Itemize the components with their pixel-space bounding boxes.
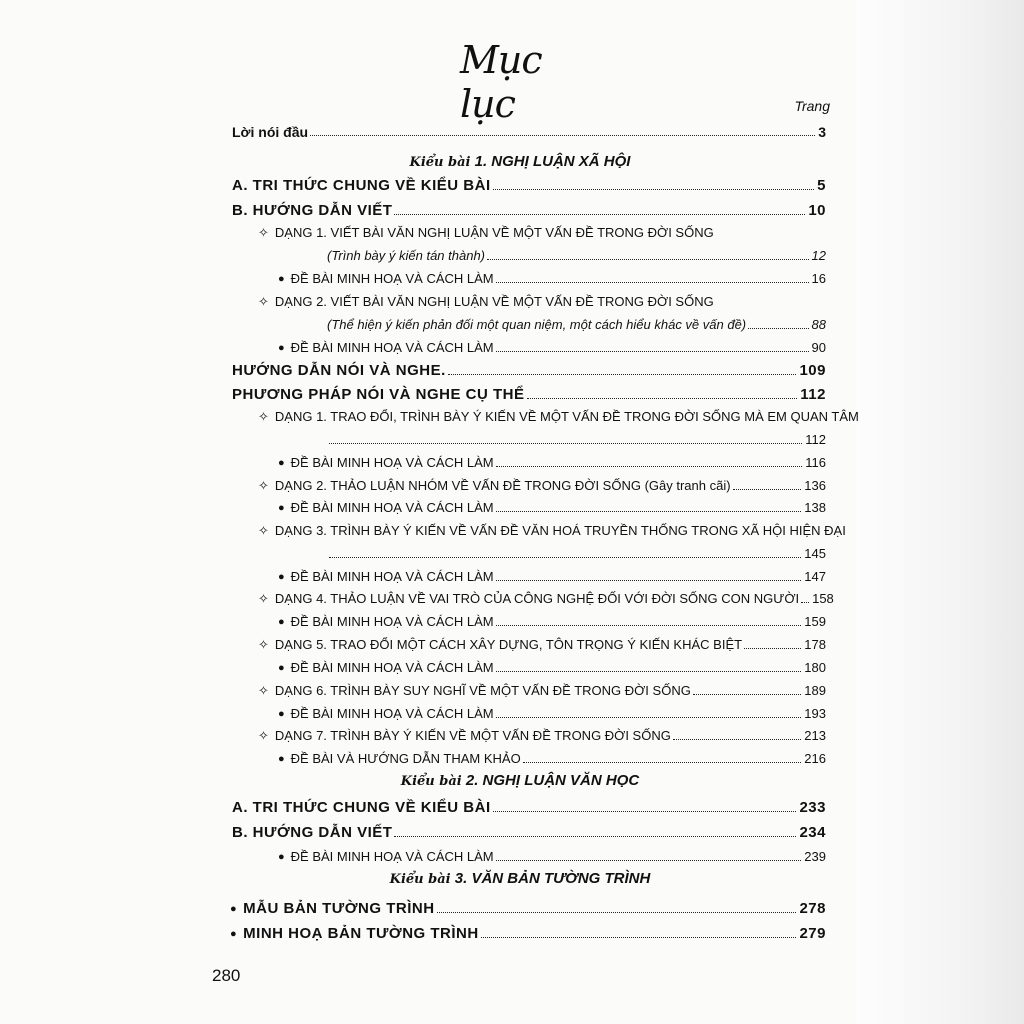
page-edge-shadow: [856, 0, 1024, 1024]
toc-entry: 112: [327, 428, 826, 448]
bullet-icon: ●: [278, 851, 285, 863]
bullet-icon: ●: [278, 342, 285, 354]
toc-entry: ✧ DẠNG 1. TRAO ĐỔI, TRÌNH BÀY Ý KIẾN VỀ MỘT VẤN ĐỀ TRONG ĐỜI SỐNG MÀ EM QUAN TÂM: [258, 409, 859, 424]
diamond-icon: ✧: [258, 523, 269, 538]
toc-entry: HƯỚNG DẪN NÓI VÀ NGHE. 109: [232, 362, 826, 379]
diamond-icon: ✧: [258, 591, 269, 606]
toc-entry: ● ĐỀ BÀI MINH HOẠ VÀ CÁCH LÀM 239: [278, 849, 826, 864]
toc-entry: (Trình bày ý kiến tán thành) 12: [327, 248, 826, 263]
toc-entry: ● ĐỀ BÀI MINH HOẠ VÀ CÁCH LÀM 138: [278, 500, 826, 515]
bullet-icon: ●: [278, 616, 285, 628]
toc-entry: ● ĐỀ BÀI MINH HOẠ VÀ CÁCH LÀM 159: [278, 614, 826, 629]
toc-entry: ● ĐỀ BÀI MINH HOẠ VÀ CÁCH LÀM 116: [278, 455, 826, 470]
toc-entry: B. HƯỚNG DẪN VIẾT 10: [232, 202, 826, 219]
bullet-icon: ●: [278, 273, 285, 285]
bullet-icon: ●: [278, 662, 285, 674]
section-heading: Kiểu bài 2. NGHỊ LUẬN VĂN HỌC: [400, 772, 640, 789]
toc-entry: B. HƯỚNG DẪN VIẾT 234: [232, 824, 826, 841]
toc-entry: ✧ DẠNG 1. VIẾT BÀI VĂN NGHỊ LUẬN VỀ MỘT VẤN ĐỀ TRONG ĐỜI SỐNG: [258, 225, 714, 240]
toc-entry: ✧ DẠNG 2. THẢO LUẬN NHÓM VỀ VẤN ĐỀ TRONG ĐỜI SỐNG (Gây tranh cãi) 136: [258, 478, 826, 493]
section-heading: Kiểu bài 3. VĂN BẢN TƯỜNG TRÌNH: [389, 870, 651, 887]
bullet-icon: ●: [278, 502, 285, 514]
toc-entry: Lời nói đầu 3: [232, 124, 826, 140]
toc-entry: A. TRI THỨC CHUNG VỀ KIỂU BÀI 5: [232, 177, 826, 194]
bullet-icon: ●: [230, 928, 238, 940]
diamond-icon: ✧: [258, 225, 269, 240]
toc-entry: 145: [327, 542, 826, 562]
diamond-icon: ✧: [258, 478, 269, 493]
toc-entry: ● MẪU BẢN TƯỜNG TRÌNH 278: [230, 900, 826, 917]
toc-entry: ● ĐỀ BÀI MINH HOẠ VÀ CÁCH LÀM 90: [278, 340, 826, 355]
toc-entry: ✧ DẠNG 6. TRÌNH BÀY SUY NGHĨ VỀ MỘT VẤN ĐỀ TRONG ĐỜI SỐNG 189: [258, 683, 826, 698]
bullet-icon: ●: [278, 753, 285, 765]
bullet-icon: ●: [230, 903, 238, 915]
toc-entry: ✧ DẠNG 7. TRÌNH BÀY Ý KIẾN VỀ MỘT VẤN ĐỀ TRONG ĐỜI SỐNG 213: [258, 728, 826, 743]
toc-entry: ● MINH HOẠ BẢN TƯỜNG TRÌNH 279: [230, 925, 826, 942]
diamond-icon: ✧: [258, 683, 269, 698]
page-title: Mục lục: [460, 38, 542, 126]
toc-entry: PHƯƠNG PHÁP NÓI VÀ NGHE CỤ THỂ 112: [232, 386, 826, 403]
toc-entry: A. TRI THỨC CHUNG VỀ KIỂU BÀI 233: [232, 799, 826, 816]
diamond-icon: ✧: [258, 637, 269, 652]
section-heading: Kiểu bài 1. NGHỊ LUẬN XÃ HỘI: [409, 153, 631, 170]
diamond-icon: ✧: [258, 728, 269, 743]
toc-entry: ✧ DẠNG 3. TRÌNH BÀY Ý KIẾN VỀ VẤN ĐỀ VĂN HOÁ TRUYỀN THỐNG TRONG XÃ HỘI HIỆN ĐẠI: [258, 523, 846, 538]
bullet-icon: ●: [278, 457, 285, 469]
bullet-icon: ●: [278, 708, 285, 720]
page-column-label: Trang: [794, 98, 830, 114]
toc-entry: ✧ DẠNG 2. VIẾT BÀI VĂN NGHỊ LUẬN VỀ MỘT VẤN ĐỀ TRONG ĐỜI SỐNG: [258, 294, 714, 309]
diamond-icon: ✧: [258, 294, 269, 309]
bullet-icon: ●: [278, 571, 285, 583]
toc-entry: ● ĐỀ BÀI MINH HOẠ VÀ CÁCH LÀM 147: [278, 569, 826, 584]
diamond-icon: ✧: [258, 409, 269, 424]
toc-entry: ● ĐỀ BÀI MINH HOẠ VÀ CÁCH LÀM 180: [278, 660, 826, 675]
toc-entry: ✧ DẠNG 4. THẢO LUẬN VỀ VAI TRÒ CỦA CÔNG NGHỆ ĐỐI VỚI ĐỜI SỐNG CON NGƯỜI 158: [258, 591, 834, 606]
toc-entry: ✧ DẠNG 5. TRAO ĐỔI MỘT CÁCH XÂY DỰNG, TÔN TRỌNG Ý KIẾN KHÁC BIỆT 178: [258, 637, 826, 652]
toc-entry: ● ĐỀ BÀI VÀ HƯỚNG DẪN THAM KHẢO 216: [278, 751, 826, 766]
toc-entry: ● ĐỀ BÀI MINH HOẠ VÀ CÁCH LÀM 193: [278, 706, 826, 721]
toc-entry: ● ĐỀ BÀI MINH HOẠ VÀ CÁCH LÀM 16: [278, 271, 826, 286]
toc-entry: (Thể hiện ý kiến phản đối một quan niệm, một cách hiểu khác về vấn đề) 88: [327, 317, 826, 332]
page-number: 280: [212, 966, 241, 985]
